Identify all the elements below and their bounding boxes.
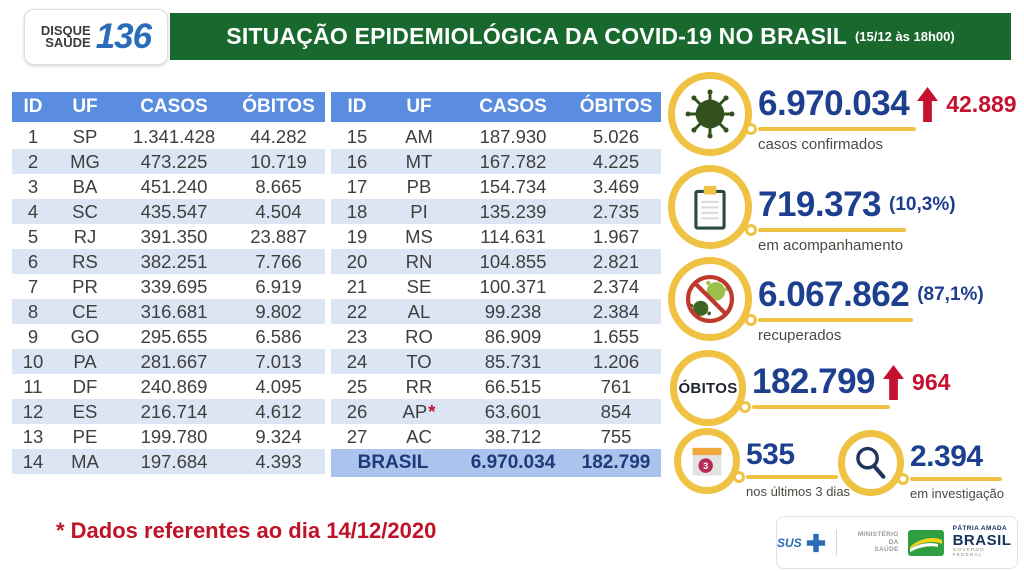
table-cell: 5 — [27, 225, 39, 247]
table-cell: 382.251 — [140, 250, 208, 272]
table-cell: 3.469 — [592, 175, 640, 197]
col-casos: CASOS — [140, 96, 208, 117]
table-row — [12, 124, 325, 149]
icon-ring — [668, 257, 752, 341]
table-row — [331, 199, 661, 224]
table-cell: MS — [405, 225, 433, 247]
divider — [836, 530, 837, 556]
recuperados-pct: (87,1%) — [917, 284, 984, 305]
table-row — [331, 174, 661, 199]
table-row — [12, 299, 325, 324]
table-row — [12, 149, 325, 174]
ultimos-3-dias-value: 535 — [746, 438, 795, 471]
table-cell: PE — [72, 425, 98, 447]
calendar-badge-number: 3 — [703, 460, 709, 471]
table-cell: RJ — [73, 225, 97, 247]
virus-icon — [683, 87, 737, 141]
table-cell: 14 — [22, 450, 44, 472]
table-cell: 44.282 — [250, 125, 307, 147]
table-cell: 4.612 — [255, 400, 302, 422]
stat-casos-confirmados — [668, 72, 1017, 156]
table-cell: PB — [406, 175, 432, 197]
table-cell: MA — [71, 450, 99, 472]
table-cell: 23 — [346, 325, 368, 347]
col-casos: CASOS — [479, 96, 547, 117]
table-row — [331, 274, 661, 299]
left-table-rows — [12, 124, 325, 474]
stat-em-investigacao — [838, 430, 1004, 501]
table-cell: 85.731 — [484, 350, 542, 372]
table-cell: 11 — [23, 375, 43, 397]
em-investigacao-label: em investigação — [910, 486, 1004, 501]
table-cell: AP* — [402, 400, 436, 422]
table-cell: 12 — [22, 400, 44, 422]
calendar-icon — [686, 440, 728, 482]
table-cell: 1 — [27, 125, 39, 147]
casos-confirmados-value: 6.970.034 — [758, 84, 910, 123]
table-cell: 21 — [346, 275, 368, 297]
table-cell: PI — [410, 200, 428, 222]
table-cell: 4.393 — [255, 450, 302, 472]
footnote-asterisk: * — [428, 400, 436, 422]
ultimos-3-dias-label: nos últimos 3 dias — [746, 484, 851, 499]
table-cell: 38.712 — [484, 425, 542, 447]
table-cell: 4 — [27, 200, 39, 222]
col-id: ID — [23, 96, 43, 117]
table-cell: 2.821 — [592, 250, 640, 272]
table-cell: CE — [72, 300, 98, 322]
table-cell: 199.780 — [140, 425, 208, 447]
table-cell: 100.371 — [479, 275, 547, 297]
table-row — [331, 299, 661, 324]
recuperados-label: recuperados — [758, 327, 842, 344]
table-row — [12, 174, 325, 199]
table-cell: 8 — [27, 300, 39, 322]
table-cell: 26 — [346, 400, 368, 422]
table-cell: 15 — [346, 125, 368, 147]
patria-amada-brasil-logo — [953, 526, 1017, 558]
table-cell: 104.855 — [479, 250, 547, 272]
table-cell: 2 — [27, 150, 39, 172]
sus-logo — [777, 532, 827, 554]
magnifier-icon — [849, 441, 893, 485]
table-cell: RO — [405, 325, 433, 347]
table-cell: 9.802 — [255, 300, 302, 322]
col-id: ID — [347, 96, 367, 117]
no-virus-icon — [683, 272, 737, 326]
table-cell: 187.930 — [479, 125, 547, 147]
table-row — [12, 349, 325, 374]
table-cell: 216.714 — [140, 400, 208, 422]
title-banner — [170, 13, 1011, 60]
icon-ring — [674, 428, 740, 494]
table-cell: GO — [70, 325, 100, 347]
table-cell: 2.735 — [592, 200, 640, 222]
increase-arrow-icon — [883, 364, 904, 401]
table-cell: 1.655 — [592, 325, 640, 347]
casos-confirmados-delta: 42.889 — [946, 90, 1017, 117]
government-logos — [776, 516, 1018, 569]
table-cell: 20 — [346, 250, 368, 272]
table-cell: 23.887 — [250, 225, 307, 247]
table-row — [12, 424, 325, 449]
table-cell: 316.681 — [140, 300, 208, 322]
report-timestamp: (15/12 às 18h00) — [854, 29, 955, 44]
table-cell: 1.967 — [592, 225, 640, 247]
table-cell: 1.206 — [592, 350, 640, 372]
em-acompanhamento-label: em acompanhamento — [758, 237, 904, 254]
total-casos: 6.970.034 — [470, 452, 556, 473]
table-cell: 17 — [346, 175, 368, 197]
obitos-value: 182.799 — [752, 362, 876, 401]
table-cell: 9.324 — [255, 425, 302, 447]
table-cell: 473.225 — [140, 150, 208, 172]
table-cell: 4.225 — [592, 150, 640, 172]
sus-cross-icon — [805, 532, 827, 554]
brasil-flag-icon — [908, 530, 944, 556]
table-cell: SC — [72, 200, 98, 222]
table-cell: TO — [406, 350, 432, 372]
table-row — [331, 224, 661, 249]
table-cell: 4.504 — [255, 200, 302, 222]
stat-obitos-ultimos-3-dias — [674, 428, 850, 499]
table-row — [12, 399, 325, 424]
table-cell: 19 — [346, 225, 368, 247]
logo-line1: DISQUE — [40, 23, 91, 38]
table-cell: 22 — [346, 300, 368, 322]
col-obitos: ÓBITOS — [579, 96, 653, 117]
col-uf: UF — [72, 96, 98, 117]
table-cell: 25 — [346, 375, 368, 397]
table-row — [331, 399, 661, 424]
col-uf: UF — [406, 96, 432, 117]
table-header — [12, 92, 325, 122]
gold-underline — [758, 127, 916, 131]
table-cell: PR — [72, 275, 98, 297]
table-cell: 154.734 — [479, 175, 547, 197]
table-cell: 135.239 — [479, 200, 547, 222]
table-row — [12, 274, 325, 299]
table-cell: 1.341.428 — [132, 125, 216, 147]
table-cell: 4.095 — [255, 375, 302, 397]
ministry-line2: SAÚDE — [874, 546, 899, 554]
table-cell: 13 — [22, 425, 44, 447]
states-table-right — [331, 92, 661, 477]
table-cell: 66.515 — [484, 375, 542, 397]
brand-bottom: GOVERNO FEDERAL — [952, 547, 985, 558]
page-title: SITUAÇÃO EPIDEMIOLÓGICA DA COVID-19 NO BRASIL — [226, 23, 847, 49]
brand-main: BRASIL — [952, 531, 1012, 549]
em-acompanhamento-value: 719.373 — [758, 185, 882, 224]
table-row — [331, 149, 661, 174]
increase-arrow-icon — [917, 86, 938, 123]
logo-line2: SAÚDE — [45, 35, 91, 50]
table-cell: 114.631 — [480, 225, 546, 247]
icon-ring — [838, 430, 904, 496]
table-row — [331, 349, 661, 374]
icon-ring — [668, 165, 752, 249]
table-cell: 7.013 — [255, 350, 302, 372]
table-cell: 391.350 — [140, 225, 208, 247]
table-cell: RN — [405, 250, 433, 272]
stat-recuperados — [668, 257, 984, 344]
table-row — [12, 249, 325, 274]
icon-ring — [668, 72, 752, 156]
table-cell: AL — [407, 300, 431, 322]
table-cell: AM — [405, 125, 433, 147]
table-cell: 755 — [600, 425, 632, 447]
table-cell: 7 — [27, 275, 39, 297]
table-cell: 2.374 — [592, 275, 640, 297]
table-cell: 2.384 — [592, 300, 640, 322]
table-cell: MT — [405, 150, 433, 172]
table-cell: 281.667 — [140, 350, 208, 372]
table-cell: 16 — [346, 150, 368, 172]
table-cell: 435.547 — [140, 200, 208, 222]
gold-underline — [758, 318, 913, 322]
gold-underline — [910, 477, 1002, 481]
casos-confirmados-label: casos confirmados — [758, 136, 884, 153]
table-cell: 6.919 — [255, 275, 302, 297]
table-cell: SP — [72, 125, 98, 147]
table-cell: 6.586 — [255, 325, 302, 347]
table-cell: 3 — [27, 175, 39, 197]
table-cell: 7.766 — [255, 250, 302, 272]
table-cell: SE — [406, 275, 432, 297]
table-cell: 99.238 — [484, 300, 542, 322]
col-obitos: ÓBITOS — [242, 96, 315, 117]
table-cell: 8.665 — [255, 175, 302, 197]
footnote: * Dados referentes ao dia 14/12/2020 — [56, 518, 437, 543]
table-row — [12, 224, 325, 249]
table-cell: 9 — [27, 325, 39, 347]
em-investigacao-value: 2.394 — [910, 440, 983, 473]
table-cell: AC — [406, 425, 432, 447]
ministry-line1: MINISTÉRIO DA — [857, 531, 899, 546]
states-table-left — [12, 92, 325, 474]
obitos-ring-label: ÓBITOS — [678, 379, 738, 397]
obitos-ring — [670, 350, 746, 426]
gold-underline — [746, 475, 838, 479]
table-cell: PA — [73, 350, 97, 372]
obitos-delta: 964 — [912, 368, 951, 395]
table-row — [331, 424, 661, 449]
table-cell: 167.782 — [479, 150, 547, 172]
clipboard-icon — [685, 182, 735, 232]
table-cell: 6 — [27, 250, 39, 272]
table-cell: ES — [72, 400, 98, 422]
table-cell: 27 — [346, 425, 368, 447]
stat-em-acompanhamento — [668, 165, 956, 254]
disque-saude-logo — [24, 9, 168, 65]
table-cell: 5.026 — [592, 125, 640, 147]
table-cell: RR — [405, 375, 433, 397]
ministry-label — [846, 531, 899, 554]
table-cell: 10 — [22, 350, 44, 372]
right-table-rows — [331, 124, 661, 449]
table-cell: 86.909 — [484, 325, 542, 347]
table-row — [331, 249, 661, 274]
table-row — [331, 374, 661, 399]
table-cell: 295.655 — [140, 325, 208, 347]
brand-top: PÁTRIA AMADA — [952, 525, 1008, 533]
table-cell: MG — [70, 150, 100, 172]
table-cell: RS — [72, 250, 98, 272]
em-acompanhamento-pct: (10,3%) — [889, 194, 956, 215]
gold-underline — [758, 228, 906, 232]
table-row — [12, 199, 325, 224]
table-header — [331, 92, 661, 122]
disque-saude-label — [41, 25, 91, 49]
stat-obitos — [670, 350, 950, 426]
table-row — [12, 449, 325, 474]
logo-number: 136 — [95, 17, 152, 56]
total-label: BRASIL — [357, 452, 429, 473]
table-cell: 339.695 — [140, 275, 208, 297]
table-row — [331, 124, 661, 149]
total-obitos: 182.799 — [581, 452, 651, 473]
recuperados-value: 6.067.862 — [758, 275, 910, 314]
brasil-total-row — [331, 449, 661, 477]
table-cell: DF — [72, 375, 98, 397]
gold-underline — [752, 405, 890, 409]
table-cell: 197.684 — [140, 450, 208, 472]
table-cell: BA — [72, 175, 98, 197]
table-cell: 63.601 — [484, 400, 542, 422]
sus-label: SUS — [777, 535, 802, 550]
table-row — [12, 324, 325, 349]
table-cell: 854 — [600, 400, 632, 422]
table-cell: 451.240 — [140, 175, 208, 197]
table-row — [12, 374, 325, 399]
table-cell: 240.869 — [140, 375, 208, 397]
table-cell: 761 — [600, 375, 632, 397]
table-cell: 18 — [346, 200, 368, 222]
table-row — [331, 324, 661, 349]
table-cell: 10.719 — [250, 150, 307, 172]
table-cell: 24 — [346, 350, 368, 372]
